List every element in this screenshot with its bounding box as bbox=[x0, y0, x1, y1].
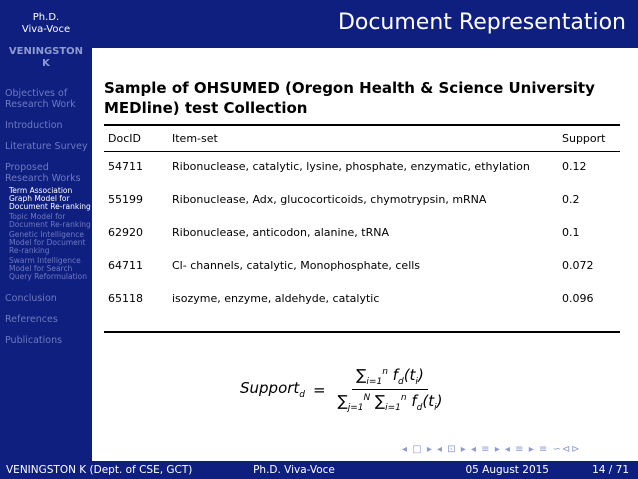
table-row bbox=[104, 185, 620, 218]
cell-docid: 54711 bbox=[108, 160, 143, 173]
formula-denominator: $\sum_{j=1}^N$ $\sum_{i=1}^n$ $f_d(t_i)$ bbox=[337, 392, 443, 413]
column-header-itemset: Item-set bbox=[168, 125, 558, 152]
sidebar-subitem-topic-model[interactable]: Topic Model for Document Re-ranking bbox=[9, 212, 91, 229]
sidebar-subitem-genetic-intelligence[interactable]: Genetic Intelligence Model for Document Re-ranking bbox=[9, 230, 86, 255]
sidebar-subitem-term-association[interactable]: Term Association Graph Model for Document Re-ranking bbox=[9, 186, 91, 211]
footer-author: VENINGSTON K (Dept. of CSE, GCT) bbox=[6, 464, 193, 476]
support-formula bbox=[240, 366, 447, 413]
sidebar-item-publications[interactable]: Publications bbox=[5, 335, 63, 346]
footer-date: 05 August 2015 bbox=[465, 464, 549, 476]
sidebar-nav bbox=[0, 88, 92, 346]
sidebar bbox=[0, 0, 92, 461]
column-header-support: Support bbox=[558, 125, 620, 152]
table-row bbox=[104, 218, 620, 251]
cell-support: 0.2 bbox=[562, 193, 580, 206]
footer-page-number: 14 / 71 bbox=[592, 464, 629, 476]
cell-docid: 64711 bbox=[108, 259, 143, 272]
cell-itemset: Ribonuclease, Adx, glucocorticoids, chymotrypsin, mRNA bbox=[172, 193, 487, 206]
itemset-table bbox=[104, 124, 620, 333]
equals-sign: = bbox=[313, 380, 326, 399]
table-row bbox=[104, 251, 620, 284]
footer-bar bbox=[0, 461, 638, 479]
sidebar-item-literature-survey[interactable]: Literature Survey bbox=[5, 141, 88, 152]
frame-header bbox=[92, 0, 638, 48]
cell-itemset: isozyme, enzyme, aldehyde, catalytic bbox=[168, 284, 558, 332]
formula-numerator: $\sum_{i=1}^n$ $f_d(t_i)$ bbox=[352, 366, 428, 390]
sidebar-title: Ph.D. Viva-Voce bbox=[21, 12, 71, 35]
formula-fraction bbox=[334, 366, 447, 413]
footer-title: Ph.D. Viva-Voce bbox=[253, 464, 335, 476]
table-row bbox=[104, 152, 620, 186]
cell-support: 0.096 bbox=[558, 284, 620, 332]
sidebar-item-proposed-research[interactable]: Proposed Research Works bbox=[5, 162, 81, 184]
cell-docid: 55199 bbox=[108, 193, 143, 206]
frame-title: Document Representation bbox=[337, 10, 626, 35]
cell-support: 0.12 bbox=[562, 160, 587, 173]
formula-lhs: Support$_d$ bbox=[240, 379, 306, 400]
cell-support: 0.072 bbox=[562, 259, 594, 272]
sidebar-author: VENINGSTON K bbox=[8, 46, 84, 69]
content-heading: Sample of OHSUMED (Oregon Health & Science University MEDline) test Collection bbox=[104, 79, 595, 117]
table-header-row bbox=[104, 125, 620, 152]
sidebar-item-conclusion[interactable]: Conclusion bbox=[5, 293, 57, 304]
sidebar-item-references[interactable]: References bbox=[5, 314, 58, 325]
slide-content bbox=[104, 78, 624, 333]
cell-itemset: Ribonuclease, catalytic, lysine, phosphate, enzymatic, ethylation bbox=[172, 160, 530, 173]
sidebar-item-introduction[interactable]: Introduction bbox=[5, 120, 63, 131]
cell-docid: 62920 bbox=[108, 226, 143, 239]
beamer-navigation-icons[interactable]: ◂ □ ▸ ◂ ⊡ ▸ ◂ ≡ ▸ ◂ ≡ ▸ ≡ ∽⊲⊳ bbox=[402, 444, 581, 455]
cell-support: 0.1 bbox=[562, 226, 580, 239]
sidebar-subitem-swarm-intelligence[interactable]: Swarm Intelligence Model for Search Query Reformulation bbox=[9, 256, 87, 281]
cell-itemset: Ribonuclease, anticodon, alanine, tRNA bbox=[172, 226, 390, 239]
cell-docid: 65118 bbox=[104, 284, 168, 332]
cell-itemset: Cl- channels, catalytic, Monophosphate, cells bbox=[172, 259, 421, 272]
column-header-docid: DocID bbox=[104, 125, 168, 152]
table-row bbox=[104, 284, 620, 332]
sidebar-item-objectives[interactable]: Objectives of Research Work bbox=[5, 88, 76, 110]
